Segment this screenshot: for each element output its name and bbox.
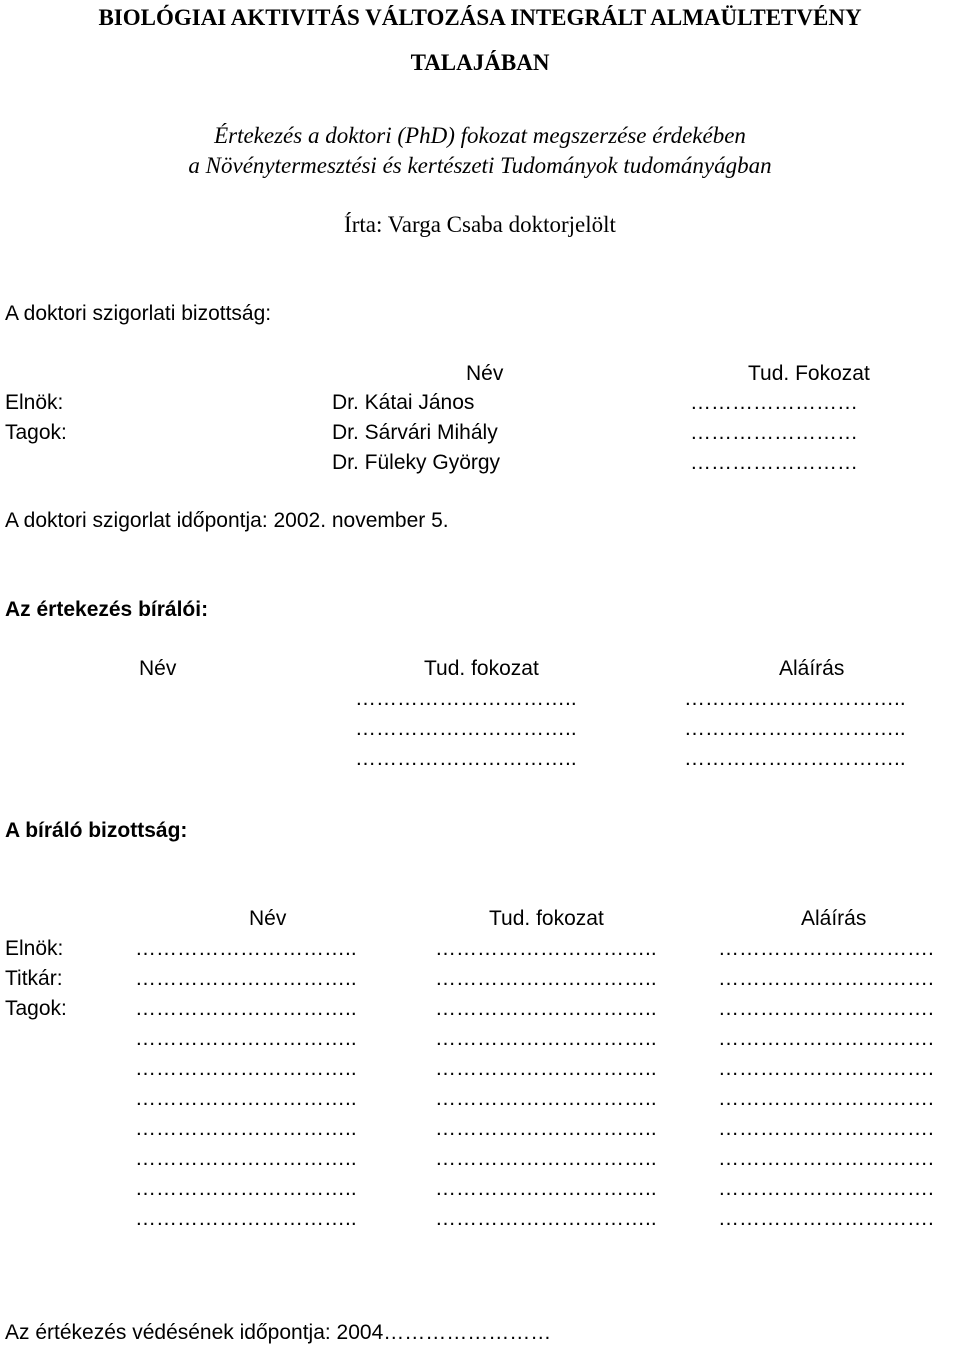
bizottsag-row-fokozat: …………………………..: [435, 1027, 657, 1050]
bizottsag-row-fokozat: …………………………..: [435, 1057, 657, 1080]
bizottsag-row-alairas: ………………………….: [718, 1177, 934, 1200]
bizottsag-row-alairas: ………………………….: [718, 1207, 934, 1230]
biralok-row-alairas: …………………………..: [684, 687, 906, 710]
bizottsag-row-alairas: ………………………….: [718, 937, 934, 960]
bizottsag-row-nev: …………………………..: [135, 1087, 357, 1110]
bizottsag-row-alairas: ………………………….: [718, 1057, 934, 1080]
bizottsag-row-nev: …………………………..: [135, 1147, 357, 1170]
szigorlati-row-name: Dr. Sárvári Mihály: [332, 421, 498, 444]
subtitle-line-1: Értekezés a doktori (PhD) fokozat megszerzése érdekében: [214, 123, 746, 148]
bizottsag-row-nev: …………………………..: [135, 1117, 357, 1140]
biralok-row-fokozat: …………………………..: [355, 717, 577, 740]
szigorlati-heading: A doktori szigorlati bizottság:: [5, 302, 272, 325]
bizottsag-row-fokozat: …………………………..: [435, 967, 657, 990]
bizottsag-row-nev: …………………………..: [135, 1177, 357, 1200]
bizottsag-row-alairas: ………………………….: [718, 1087, 934, 1110]
szigorlati-row-name: Dr. Kátai János: [332, 391, 475, 414]
bizottsag-row-fokozat: …………………………..: [435, 997, 657, 1020]
bizottsag-row-fokozat: …………………………..: [435, 937, 657, 960]
bizottsag-col-alairas: Aláírás: [801, 907, 867, 930]
biralok-row-fokozat: …………………………..: [355, 687, 577, 710]
szigorlati-row-role: Elnök:: [5, 391, 64, 414]
szigorlati-col-nev: Név: [466, 362, 504, 385]
bizottsag-col-nev: Név: [249, 907, 287, 930]
biralok-row-alairas: …………………………..: [684, 717, 906, 740]
bizottsag-row-fokozat: …………………………..: [435, 1207, 657, 1230]
szigorlat-date: A doktori szigorlat időpontja: 2002. november 5.: [5, 509, 449, 532]
bizottsag-row-nev: …………………………..: [135, 937, 357, 960]
vedes-date: Az értékezés védésének időpontja: 2004……………………: [5, 1321, 552, 1344]
biralok-row-fokozat: …………………………..: [355, 747, 577, 770]
bizottsag-row-nev: …………………………..: [135, 1027, 357, 1050]
bizottsag-row-nev: …………………………..: [135, 1207, 357, 1230]
szigorlati-col-fokozat: Tud. Fokozat: [748, 362, 870, 385]
biralok-col-nev: Név: [139, 657, 177, 680]
bizottsag-row-role: Titkár:: [5, 967, 63, 990]
bizottsag-row-alairas: ………………………….: [718, 1027, 934, 1050]
document-title-line-2: TALAJÁBAN: [410, 50, 550, 75]
bizottsag-row-alairas: ………………………….: [718, 997, 934, 1020]
bizottsag-row-fokozat: …………………………..: [435, 1117, 657, 1140]
szigorlati-row-role: Tagok:: [5, 421, 67, 444]
author-line: Írta: Varga Csaba doktorjelölt: [344, 212, 616, 237]
bizottsag-row-alairas: ………………………….: [718, 1147, 934, 1170]
bizottsag-row-fokozat: …………………………..: [435, 1147, 657, 1170]
szigorlati-row-fokozat: ……………………: [690, 451, 858, 474]
biralok-row-alairas: …………………………..: [684, 747, 906, 770]
bizottsag-row-nev: …………………………..: [135, 967, 357, 990]
szigorlati-row-fokozat: ……………………: [690, 391, 858, 414]
bizottsag-row-alairas: ………………………….: [718, 1117, 934, 1140]
biralok-col-fokozat: Tud. fokozat: [424, 657, 539, 680]
biralok-col-alairas: Aláírás: [779, 657, 845, 680]
bizottsag-row-fokozat: …………………………..: [435, 1087, 657, 1110]
bizottsag-col-fokozat: Tud. fokozat: [489, 907, 604, 930]
bizottsag-row-alairas: ………………………….: [718, 967, 934, 990]
document-title-line-1: BIOLÓGIAI AKTIVITÁS VÁLTOZÁSA INTEGRÁLT ALMAÜLTETVÉNY: [98, 5, 862, 30]
bizottsag-row-nev: …………………………..: [135, 1057, 357, 1080]
bizottsag-row-role: Elnök:: [5, 937, 64, 960]
subtitle-line-2: a Növénytermesztési és kertészeti Tudományok tudományágban: [188, 153, 772, 178]
bizottsag-row-role: Tagok:: [5, 997, 67, 1020]
szigorlati-row-name: Dr. Füleky György: [332, 451, 501, 474]
bizottsag-row-nev: …………………………..: [135, 997, 357, 1020]
bizottsag-row-fokozat: …………………………..: [435, 1177, 657, 1200]
biralok-heading: Az értekezés bírálói:: [5, 598, 209, 621]
biralo-bizottsag-heading: A bíráló bizottság:: [5, 819, 188, 842]
szigorlati-row-fokozat: ……………………: [690, 421, 858, 444]
